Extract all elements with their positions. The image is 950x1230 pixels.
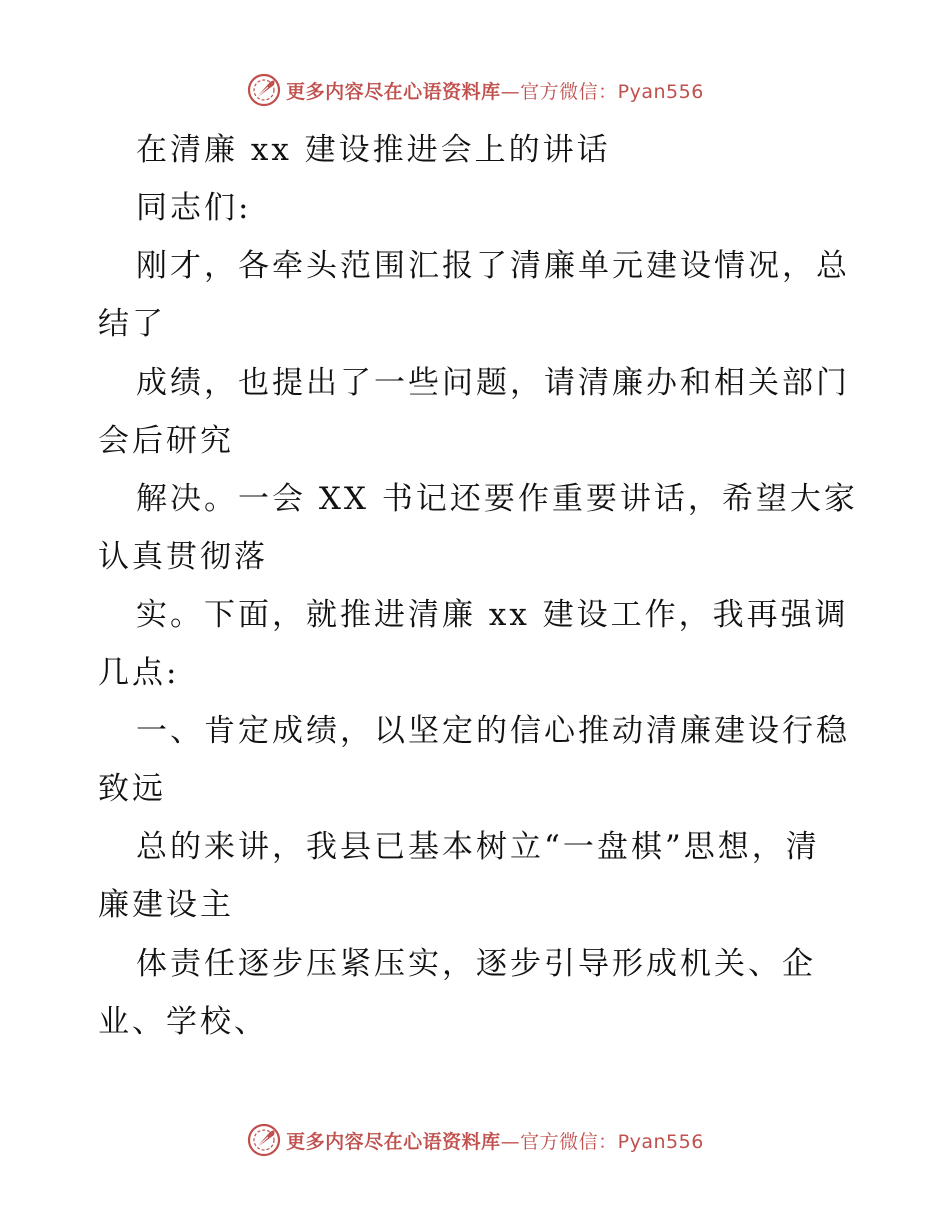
document-salutation: 同志们: — [136, 190, 252, 226]
paragraph-line: 体责任逐步压紧压实，逐步引导形成机关、企 — [136, 946, 816, 982]
banner-bold-text: 更多内容尽在心语资料库 — [286, 1130, 501, 1153]
banner-bold-text: 更多内容尽在心语资料库 — [286, 80, 501, 103]
banner-text — [286, 1127, 704, 1154]
quill-pen-logo-icon — [246, 1122, 282, 1158]
paragraph-line: 几点: — [98, 655, 180, 691]
document-title: 在清廉 xx 建设推进会上的讲话 — [136, 132, 611, 168]
paragraph-line: 成绩，也提出了一些问题，请清廉办和相关部门 — [136, 365, 850, 401]
banner-contact-text: —官方微信：Pyan556 — [500, 80, 704, 103]
paragraph-line: 总的来讲，我县已基本树立“一盘棋”思想，清 — [136, 829, 820, 865]
quill-pen-logo-icon — [246, 72, 282, 108]
paragraph-line: 实。下面，就推进清廉 xx 建设工作，我再强调 — [136, 597, 849, 633]
section-heading: 一、肯定成绩，以坚定的信心推动清廉建设行稳 — [136, 713, 850, 749]
header-banner — [0, 70, 950, 110]
footer-banner — [0, 1120, 950, 1160]
paragraph-line: 业、学校、 — [98, 1004, 268, 1040]
paragraph-line: 认真贯彻落 — [98, 539, 268, 575]
paragraph-line: 刚才，各牵头范围汇报了清廉单元建设情况，总 — [136, 248, 850, 284]
banner-text — [286, 77, 704, 104]
paragraph-line: 结了 — [98, 306, 166, 342]
paragraph-line: 廉建设主 — [98, 887, 234, 923]
banner-contact-text: —官方微信：Pyan556 — [500, 1130, 704, 1153]
paragraph-line: 会后研究 — [98, 423, 234, 459]
paragraph-line: 解决。一会 XX 书记还要作重要讲话，希望大家 — [136, 481, 858, 517]
section-heading-continued: 致远 — [98, 771, 166, 807]
